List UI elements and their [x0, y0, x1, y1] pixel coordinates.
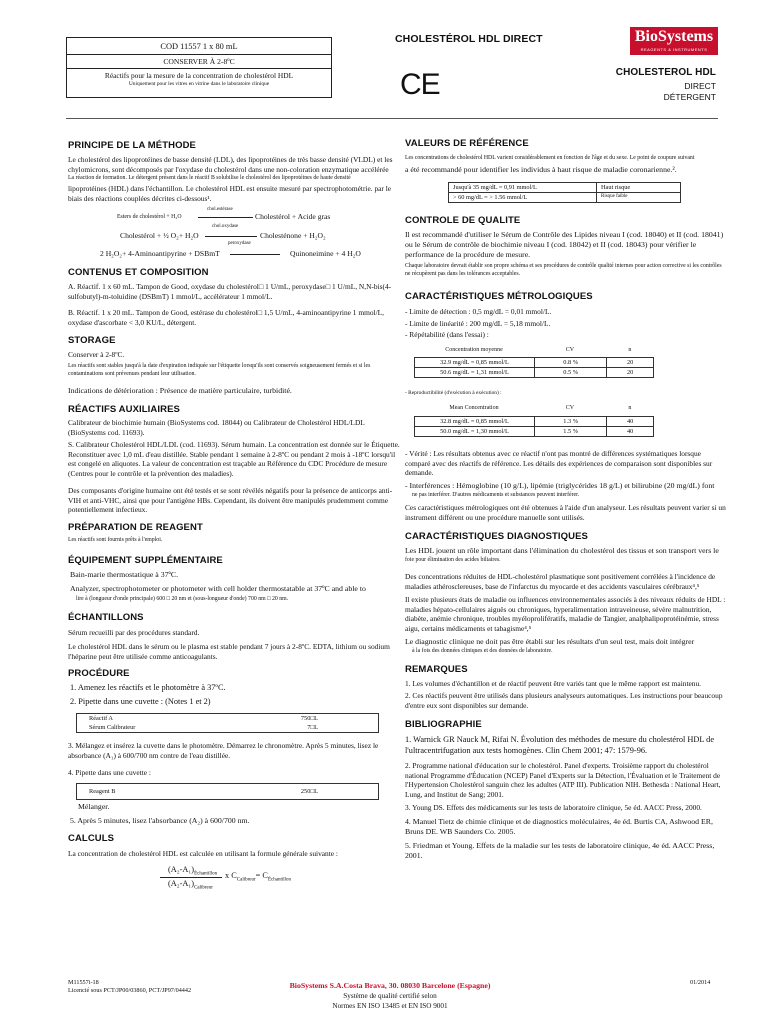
right-title: CHOLESTEROL HDL [615, 67, 716, 78]
eq2-enzyme: chol.oxydase [212, 224, 239, 229]
ref-r1c2: Haut risque [597, 183, 681, 193]
diag-p1: Les HDL jouent un rôle important dans l'élimination du cholestérol des tissus et son transport vers le [405, 546, 719, 555]
contenus-a: A. Réactif. 1 x 60 mL. Tampon de Good, oxydase du cholestérol□ 1 U/mL, peroxydase□ 1 U/mL, N,N-bis(4-sulfobutyl)-m-toluidine (DSBmT) 1 mmol/L, accélérateur 1 mmol/L. [68, 282, 392, 301]
proc-table-2 [76, 783, 379, 800]
main-title: CHOLESTÉROL HDL DIRECT [395, 33, 543, 45]
rpr-r1c1: 32.8 mg/dL = 0,85 mmol/L [415, 417, 535, 427]
eq1-enzyme: chol.estérase [207, 207, 233, 212]
rpr-h1: Mean Concentration [449, 405, 499, 411]
ref-r2c1: > 60 mg/dL = > 1.56 mmol/L [449, 193, 597, 203]
equip-p1: Bain-marie thermostatique à 37ºC. [70, 570, 179, 579]
bib-1: 1. Warnick GR Nauck M, Rifai N. Évolution des méthodes de mesure du cholestérol HDL de l'ultracentrifugation aux tests homogènes. Clin Chem 2001; 47: 1579-96. [405, 735, 715, 755]
calc-numerator: $(A_2-A_1)_{Échantillon}$ [168, 865, 218, 877]
valeurs-p2: a été recommandé pour identifier les individus à haut risque de maladie coronarienne.². [405, 165, 677, 174]
ech-p2: Le cholestérol HDL dans le sérum ou le plasma est stable pendant 7 jours à 2-8ºC. EDTA, lithium ou sodium l'héparine peut être utilisée comme anticoagulants. [68, 642, 390, 661]
repeatability-table [414, 346, 654, 354]
table-row [415, 417, 654, 427]
rem-p1: 1. Les volumes d'échantillon et de réactif peuvent être variés tant que le même rapport est maintenu. [405, 679, 702, 688]
rpr-r1c3: 40 [607, 417, 654, 427]
principe-heading: PRINCIPE DE LA MÉTHODE [68, 140, 196, 151]
header-rule [66, 118, 718, 119]
usage-line: Uniquement pour les vitres en vitrine dans le laboratoire clinique [128, 81, 270, 87]
eq2-left: Cholestérol + ½ O₂+ H₂O [120, 231, 199, 240]
proc-step3: 3. Mélangez et insérez la cuvette dans le photomètre. Démarrez le chronomètre. Après 5 minutes, lisez le absorbance (A₁) à 600/700 nm contre de l'eau distillée. [68, 741, 379, 760]
prep-p: Les réactifs sont fournis prêts à l'emploi. [68, 537, 163, 543]
valeurs-p1: Les concentrations de cholestérol HDL varient considérablement en fonction de l'âge et du sexe. Le point de coupure suivant [405, 155, 695, 161]
rep-h2: CV [565, 347, 575, 353]
bib-5: 5. Friedman et Young. Effets de la maladie sur les tests de laboratoire clinique, 4e éd. AACC Press, 2001. [405, 841, 715, 861]
metro-p5: - Interférences : Hémoglobine (10 g/L), lipémie (triglycérides 18 g/L) et bilirubine (20 mg/dL) font [405, 481, 715, 490]
brand-sub: REAGENTS & INSTRUMENTS [640, 47, 708, 52]
contenus-b: B. Réactif. 1 x 20 mL. Tampon de Good, estérase du cholestérol□ 1,5 U/mL, 4-aminoantipyrine 1 mmol/L, oxydase d'ascorbate < 3,0 KU/L, détergent. [68, 308, 384, 327]
proc-step1: 1. Amenez les réactifs et le photomètre à 37ºC. [70, 683, 226, 692]
brand-logo [630, 27, 718, 55]
reaction-equations [100, 206, 410, 264]
auxiliaires-heading: RÉACTIFS AUXILIAIRES [68, 404, 180, 415]
valeurs-heading: VALEURS DE RÉFÉRENCE [405, 138, 529, 149]
bib-3: 3. Young DS. Effets des médicaments sur les tests de laboratoire clinique, 5e éd. AACC Press, 2000. [405, 803, 702, 812]
brand-name: BioSystems [634, 28, 714, 45]
proc-t2-r1c2: 250□L [300, 788, 318, 795]
eq3-enzyme: peroxydase [228, 241, 251, 246]
reproducibility-values [414, 416, 654, 437]
principe-p3: lipoprotéines (HDL) dans l'échantillon. Le cholestérol HDL est ensuite mesuré par spectrophotométrie. par le biais des réactions couplées décrites ci-dessous¹. [68, 184, 392, 203]
eq2-arrow [205, 236, 257, 237]
calc-multiplier: x $C_{Calibreur}= C_{Échantillon}$ [225, 871, 292, 883]
rpr-r2c2: 1.5 % [535, 427, 607, 437]
calc-fraction-bar [160, 877, 222, 878]
reference-table [448, 182, 681, 203]
table-row [77, 784, 379, 800]
rep-h3: n [628, 347, 632, 353]
bib-4: 4. Manuel Tietz de chimie clinique et de diagnostics moléculaires, 4e éd. Burtis CA, Ashwood ER, Bruns DE. WB Saunders Co. 2005. [405, 817, 713, 837]
rem-p2: 2. Ces réactifs peuvent être utilisés dans plusieurs analyseurs automatiques. Les instructions pour beaucoup d'entre eux sont disponibles sur demande. [405, 691, 723, 710]
rpr-r1c2: 1.3 % [535, 417, 607, 427]
reactifs-line: Réactifs pour la mesure de la concentration de cholestérol HDL [104, 71, 294, 80]
diag-p3: Des concentrations réduites de HDL-cholestérol plasmatique sont positivement corrélées à l'incidence de maladies athérosclereuses, base de l'infarctus du myocarde et des accidents vasculaires cérébraux⁴,⁵ [405, 572, 716, 591]
proc-t2-r1c1: Reagent B [89, 788, 116, 795]
prep-heading: PRÉPARATION DE REAGENT [68, 522, 203, 533]
diag-p5: Le diagnostic clinique ne doit pas être établi sur les résultats d'un seul test, mais doit intégrer [405, 637, 695, 646]
rep-r1c1: 32.9 mg/dL = 0,85 mmol/L [415, 358, 535, 368]
metro-heading: CARACTÉRISTIQUES MÉTROLOGIQUES [405, 291, 593, 302]
ce-mark: CE [400, 68, 440, 101]
footer-address: BioSystems S.A.Costa Brava, 30. 08030 Barcelone (Espagne) [289, 981, 491, 990]
rep-r1c2: 0.8 % [535, 358, 607, 368]
eq3-arrow [230, 254, 280, 255]
aux-p3: Des composants d'origine humaine ont été testés et se sont révélés négatifs pour la présence de anticorps anti-VIH et anti-VHC, ainsi que pour l'antigène HBs. Cependant, ils doivent être manipulés prudemment comme potentiellement infectieux. [68, 486, 393, 515]
rpr-r2c3: 40 [607, 427, 654, 437]
table-row [449, 193, 681, 203]
table-row [449, 183, 681, 193]
ech-p1: Sérum recueilli par des procédures standard. [68, 628, 200, 637]
table-row [77, 714, 379, 724]
metro-p4: - Vérité : Les résultats obtenus avec ce réactif n'ont pas montré de différences systématiques lorsque comparé avec des réactifs de référence. Les détails des expériences de comparaison sont disponibles sur demande. [405, 449, 713, 478]
ech-heading: ÉCHANTILLONS [68, 612, 144, 623]
qualite-p1: Il est recommandé d'utiliser le Sérum de Contrôle des Lipides niveau I (cod. 18040) et II (cod. 18041) ou le Sérum de contrôle de biochimie niveau I (cod. 18042) et II (cod. 18043) pour vérifier le performance de la procédure de mesure. [405, 230, 724, 260]
table-row [77, 723, 379, 733]
footer-quality: Système de qualité certifié selon [343, 992, 437, 1000]
table-row [414, 404, 654, 412]
aux-p2: S. Calibrateur Cholestérol HDL/LDL (cod. 11693). Sérum humain. La concentration est donnée sur le Étiquette. Reconstituer avec 1,0 mL d'eau distillée. Stable pendant 1 semaine à 2-8ºC ou pendant 2 mois à -18ºC lorsqu'il est congelé en aliquotes. La valeur de concentration est traçable au Référence du CDC Procédure de mesure (Centres pour le contrôle et la prévention des maladies). [68, 440, 400, 478]
ref-r1c1: Jusqu'à 35 mg/dL = 0,91 mmol/L [449, 183, 597, 193]
proc-t1-r2c1: Sérum Calibrateur [89, 724, 136, 731]
rem-heading: REMARQUES [405, 664, 468, 675]
reproducibility-table [414, 404, 654, 412]
rep-h1: Concentration moyenne [445, 347, 503, 353]
rep-r2c3: 20 [607, 368, 654, 378]
metro-p6: ne pas interférer. D'autres médicaments et substances peuvent interférer. [412, 492, 580, 498]
conserver-line: CONSERVER À 2-8ºC [67, 55, 331, 69]
rpr-r2c1: 50.0 mg/dL = 1,30 mmol/L [415, 427, 535, 437]
eq1-right: Cholestérol + Acide gras [255, 212, 331, 221]
footer-norms: Normes EN ISO 13485 et EN ISO 9001 [332, 1002, 448, 1010]
rep-r2c2: 0.5 % [535, 368, 607, 378]
qualite-heading: CONTROLE DE QUALITE [405, 215, 521, 226]
metro-p3: - Répétabilité (dans l'essai) : [405, 330, 489, 339]
storage-p3: Indications de détérioration : Présence de matière particulaire, turbidité. [68, 386, 292, 395]
proc-t1-r1c1: Réactif A [89, 715, 113, 722]
proc-t1-r2c2: 7□L [307, 724, 318, 731]
aux-p1: Calibrateur de biochimie humain (BioSystems cod. 18044) ou Calibrateur de Cholestérol HDL/LDL (BioSystems cod. 11693). [68, 418, 365, 437]
metro-p1: - Limite de détection : 0,5 mg/dL = 0,01 mmol/L. [405, 307, 552, 316]
equip-heading: ÉQUIPEMENT SUPPLÉMENTAIRE [68, 555, 223, 566]
eq1-arrow [198, 217, 253, 218]
proc-heading: PROCÉDURE [68, 668, 130, 679]
table-row [415, 368, 654, 378]
proc-step2: 2. Pipette dans une cuvette : (Notes 1 et 2) [70, 697, 211, 706]
eq3-right: Quinoneimine + 4 H₂O [290, 249, 361, 258]
principe-p2: La réaction de formation. Le détergent présent dans le réactif B solubilise le cholestérol des lipoprotéines de haute densité [68, 175, 351, 181]
rep-r2c1: 50.6 mg/dL = 1,31 mmol/L [415, 368, 535, 378]
calc-formula [160, 864, 360, 894]
proc-step4: 4. Pipette dans une cuvette : [68, 768, 151, 777]
table-row [415, 358, 654, 368]
contenus-heading: CONTENUS ET COMPOSITION [68, 267, 209, 278]
repro-label: - Reproductibilité (d'exécution à exécution) : [405, 390, 502, 396]
principe-p1: Le cholestérol des lipoprotéines de basse densité (LDL), des lipoprotéines de très basse densité (VLDL) et les chylomicrons, sont décomposés par l'oxydase du cholestérol dans une non-coloration enzymatique accélérée [68, 155, 393, 174]
bib-2: 2. Programme national d'éducation sur le cholestérol. Panel d'experts. Troisième rapport du cholestérol national Programme d'Éducation (NCEP) Panel d'Experts sur la Détection, l'Évaluation et le Traitement de l'Hypertension Cholestérol sanguin chez les adultes (ATP III). Publication NIH. Bethesda : National Heart, Lung, and Institut de Sang; 2001. [405, 761, 721, 799]
header-box [66, 37, 332, 98]
calc-p: La concentration de cholestérol HDL est calculée en utilisant la formule générale suivante : [68, 849, 338, 858]
ref-r2c2: Risque faible [597, 193, 681, 203]
footer-date: 01/2014 [690, 979, 711, 986]
bib-heading: BIBLIOGRAPHIE [405, 719, 482, 730]
storage-heading: STORAGE [68, 335, 116, 346]
storage-p1: Conserver à 2-8ºC. [68, 350, 125, 359]
table-row [414, 346, 654, 354]
repeatability-values [414, 357, 654, 378]
right-sub2: DÉTERGENT [663, 92, 716, 102]
cod-line: COD 11557 1 x 80 mL [67, 38, 331, 55]
calc-denominator: $(A_2-A_1)_{Calibreur}$ [168, 879, 213, 891]
calc-heading: CALCULS [68, 833, 115, 844]
diag-heading: CARACTÉRISTIQUES DIAGNOSTIQUES [405, 531, 588, 542]
eq1-left: Esters de cholestérol + H₂O [117, 214, 182, 220]
right-sub1: DIRECT [684, 81, 716, 91]
equip-p2: Analyzer, spectrophotometer or photometer with cell holder thermostatable at 37ºC and able to [70, 584, 366, 593]
rpr-h2: CV [565, 405, 575, 411]
proc-t1-r1c2: 750□L [300, 715, 318, 722]
rep-r1c3: 20 [607, 358, 654, 368]
diag-p2: foie pour élimination des acides biliaires. [405, 557, 501, 563]
proc-table-1 [76, 713, 379, 733]
proc-step5: 5. Après 5 minutes, lisez l'absorbance (A₂) à 600/700 nm. [70, 816, 250, 825]
qualite-p2: Chaque laboratoire devrait établir son propre schéma et ses procédures de contrôle qualité internes pour action corrective si les contrôles ne récupèrent pas dans les tolérances acceptables. [405, 263, 722, 277]
diag-p6: à la fois des données cliniques et des données de laboratoire. [412, 648, 553, 654]
eq2-right: Cholesténone + H₂O₂ [260, 231, 326, 240]
metro-p7: Ces caractéristiques métrologiques ont été obtenues à l'aide d'un analyseur. Les résultats peuvent varier si un instrument différent ou une procédure manuelle sont utilisés. [405, 503, 726, 522]
metro-p2: - Limite de linéarité : 200 mg/dL = 5,18 mmol/L. [405, 319, 551, 328]
storage-p2: Les réactifs sont stables jusqu'à la date d'expiration indiquée sur l'étiquette lorsqu'ils sont conservés soigneusement fermés et si les contaminations sont prévenues pendant leur utilisation. [68, 363, 371, 377]
eq3-left: 2 H₂O₂+ 4-Aminoantipyrine + DSBmT [100, 249, 220, 258]
proc-melanger: Mélanger. [78, 802, 110, 811]
rpr-h3: n [628, 405, 632, 411]
footer-left-1: M11557i-18 [68, 979, 99, 986]
diag-p4: Il existe plusieurs états de maladie ou influences environnementales associés à des niveaux réduits de HDL : maladies hépato-cellulaires aiguës ou chroniques, hyperalimentation intraveineuse, sévère malnutrition, diabète, anémie chronique, troubles myéloprolifératifs, maladie de Tangier, analphalipoprotéinémie, stress aigu, certains médicaments et tabagisme⁴,⁵ [405, 595, 726, 633]
footer-left-2: Licencié sous PCT/JP00/03860, PCT/JP97/04442 [68, 987, 192, 994]
table-row [415, 427, 654, 437]
equip-p3: lire à (longueur d'onde principale) 600 □ 20 nm et (sous-longueur d'onde) 700 nm □ 20 nm. [76, 596, 289, 602]
